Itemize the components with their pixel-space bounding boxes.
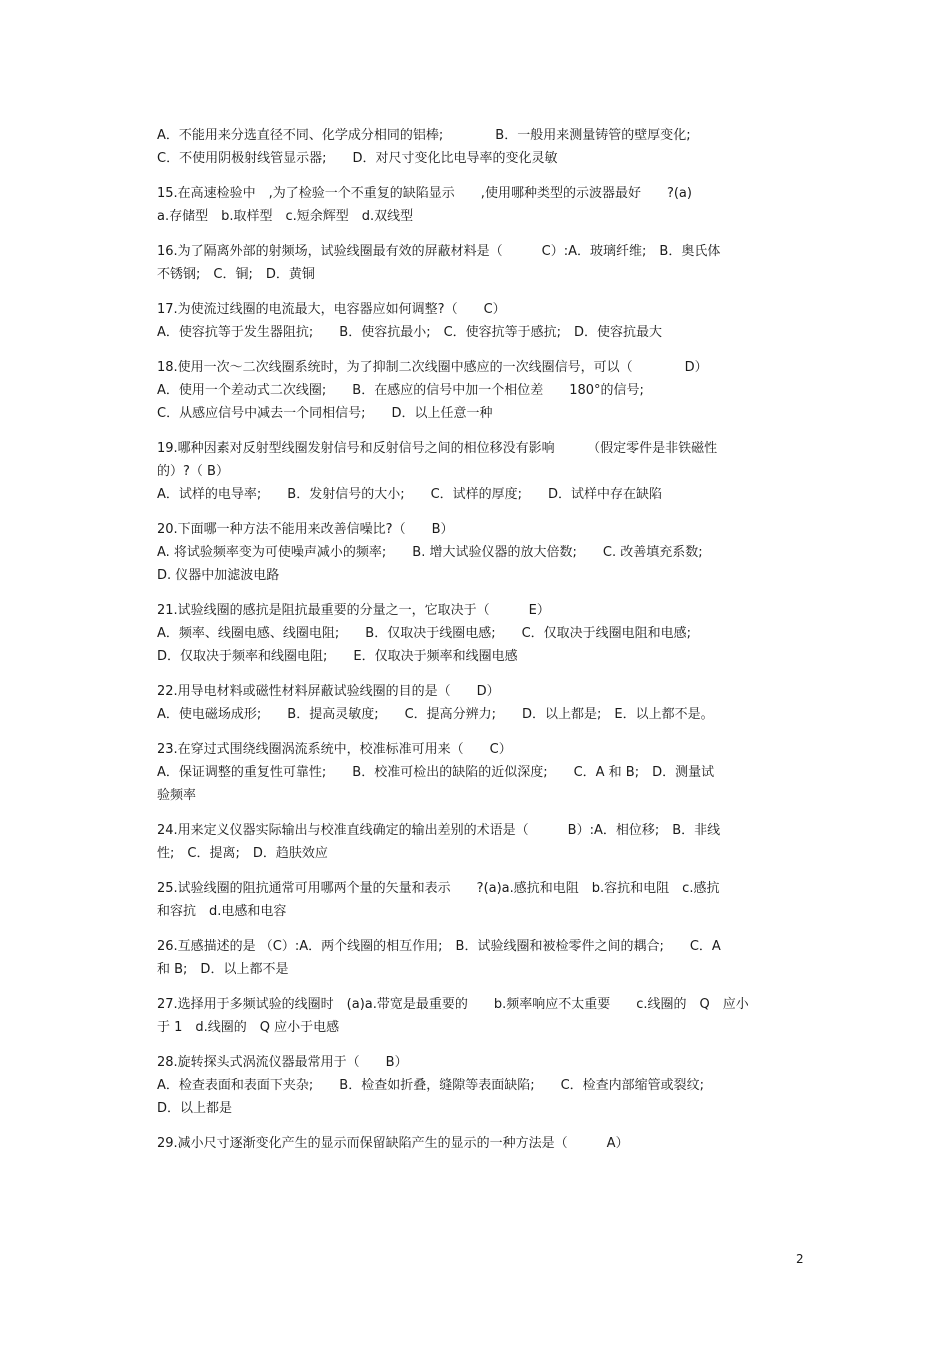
text-line: 27.选择用于多频试验的线圈时 (a)a.带宽是最重要的 b.频率响应不太重要 c.线圈的 Q 应小 — [157, 997, 749, 1012]
text-line: 于 1 d.线圈的 Q 应小于电感 — [157, 1020, 340, 1035]
text-line: A．使容抗等于发生器阻抗; B．使容抗最小; C．使容抗等于感抗; D．使容抗最大 — [157, 325, 663, 340]
text-line: A．使电磁场成形; B．提高灵敏度; C．提高分辨力; D．以上都是; E．以上都不是。 — [157, 707, 714, 722]
question-block — [157, 1132, 797, 1155]
question-block — [157, 877, 797, 923]
text-line: 26.互感描述的是 （C）:A．两个线圈的相互作用; B．试验线圈和被检零件之间的耦合; C．A — [157, 939, 721, 954]
text-line: 24.用来定义仪器实际输出与校准直线确定的输出差别的术语是（ B）:A．相位移; B．非线 — [157, 823, 721, 838]
question-block — [157, 819, 797, 865]
text-line: 20.下面哪一种方法不能用来改善信噪比?（ B） — [157, 522, 454, 537]
text-line: A. 将试验频率变为可使噪声减小的频率; B. 增大试验仪器的放大倍数; C. 改善填充系数; — [157, 545, 703, 560]
text-line: A．频率、线圈电感、线圈电阻; B．仅取决于线圈电感; C．仅取决于线圈电阻和电感; — [157, 626, 692, 641]
text-line: A．保证调整的重复性可靠性; B．校准可检出的缺陷的近似深度; C．A 和 B; D．测量试 — [157, 765, 715, 780]
text-line: 28.旋转探头式涡流仪器最常用于（ B） — [157, 1055, 408, 1070]
text-line: A．试样的电导率; B．发射信号的大小; C．试样的厚度; D．试样中存在缺陷 — [157, 487, 663, 502]
question-block — [157, 935, 797, 981]
question-block — [157, 124, 797, 170]
question-block — [157, 993, 797, 1039]
text-line: a.存储型 b.取样型 c.短余辉型 d.双线型 — [157, 209, 414, 224]
text-line: 18.使用一次～二次线圈系统时，为了抑制二次线圈中感应的一次线圈信号，可以（ D） — [157, 360, 708, 375]
text-line: 15.在高速检验中 ,为了检验一个不重复的缺陷显示 ,使用哪种类型的示波器最好 ?(a) — [157, 186, 692, 201]
text-line: 22.用导电材料或磁性材料屏蔽试验线圈的目的是（ D） — [157, 684, 500, 699]
text-line: D．仅取决于频率和线圈电阻; E．仅取决于频率和线圈电感 — [157, 649, 518, 664]
text-line: 25.试验线圈的阻抗通常可用哪两个量的矢量和表示 ?(a)a.感抗和电阻 b.容抗和电阻 c.感抗 — [157, 881, 720, 896]
text-line: 和 B; D．以上都不是 — [157, 962, 289, 977]
text-line: D．以上都是 — [157, 1101, 233, 1116]
text-line: A．使用一个差动式二次线圈; B．在感应的信号中加一个相位差 180°的信号; — [157, 383, 644, 398]
question-block — [157, 1051, 797, 1120]
text-line: 17.为使流过线圈的电流最大，电容器应如何调整?（ C） — [157, 302, 506, 317]
text-line: 23.在穿过式围绕线圈涡流系统中，校准标准可用来（ C） — [157, 742, 512, 757]
question-block — [157, 680, 797, 726]
question-block — [157, 599, 797, 668]
question-block — [157, 738, 797, 807]
text-line: A．不能用来分选直径不同、化学成分相同的铝棒; B．一般用来测量铸管的壁厚变化; — [157, 128, 691, 143]
text-line: 16.为了隔离外部的射频场，试验线圈最有效的屏蔽材料是（ C）:A．玻璃纤维; B．奥氏体 — [157, 244, 721, 259]
question-block — [157, 356, 797, 425]
question-block — [157, 240, 797, 286]
question-block — [157, 437, 797, 506]
text-line: 性; C．提离; D．趋肤效应 — [157, 846, 328, 861]
text-line: 的）?（ B） — [157, 464, 229, 479]
text-line: C．从感应信号中减去一个同相信号; D．以上任意一种 — [157, 406, 493, 421]
text-line: D. 仪器中加滤波电路 — [157, 568, 280, 583]
text-line: C．不使用阴极射线管显示器; D．对尺寸变化比电导率的变化灵敏 — [157, 151, 558, 166]
text-line: 和容抗 d.电感和电容 — [157, 904, 287, 919]
text-line: 不锈钢; C．铜; D．黄铜 — [157, 267, 315, 282]
text-line: 验频率 — [157, 788, 197, 803]
text-line: 19.哪种因素对反射型线圈发射信号和反射信号之间的相位移没有影响 （假定零件是非铁磁性 — [157, 441, 718, 456]
question-list — [157, 124, 797, 1155]
question-block — [157, 518, 797, 587]
page-number: 2 — [796, 1252, 804, 1266]
text-line: A．检查表面和表面下夹杂; B．检查如折叠，缝隙等表面缺陷; C．检查内部缩管或裂纹; — [157, 1078, 705, 1093]
question-block — [157, 182, 797, 228]
text-line: 29.减小尺寸逐渐变化产生的显示而保留缺陷产生的显示的一种方法是（ A） — [157, 1136, 629, 1151]
text-line: 21.试验线圈的感抗是阻抗最重要的分量之一，它取决于（ E） — [157, 603, 550, 618]
question-block — [157, 298, 797, 344]
